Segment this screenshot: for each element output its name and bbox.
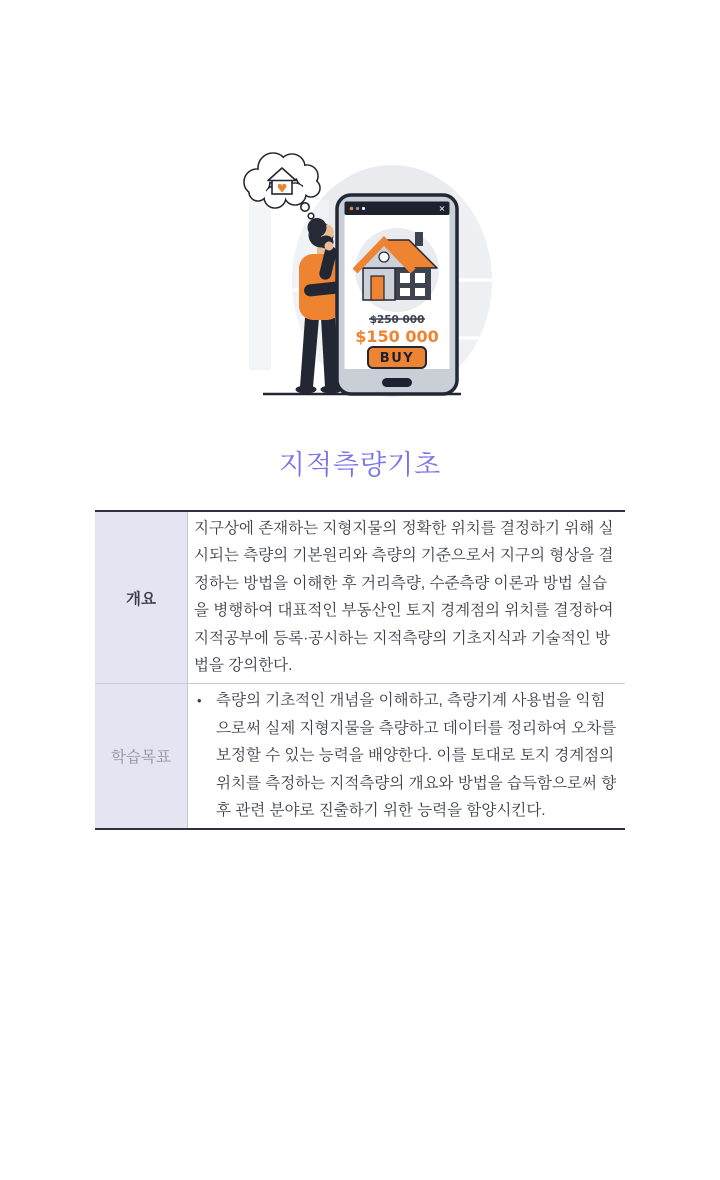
window-dot <box>362 207 365 210</box>
close-icon: ✕ <box>438 204 446 214</box>
background-strip <box>249 200 271 370</box>
chimney <box>415 232 423 246</box>
page-title: 지적측량기초 <box>278 450 442 480</box>
row-label-objectives: 학습목표 <box>95 684 188 828</box>
overview-text: 지구상에 존재하는 지형지물의 정확한 위치를 결정하기 위해 실시되는 측량의 기본원리와 측량의 기준으로서 지구의 형상을 결정하는 방법을 이해한 후 거리측량, 수준측량 이론과 방법 실습을 병행하여 대표적인 부동산인 토지 경계점의 위치를 결정하여 지적공부에 등록·공시하는 지적측량의 기초지식과 기술적인 방법을 강의한다. <box>194 520 614 675</box>
price-new: $150 000 <box>355 327 439 346</box>
phone-illustration <box>337 195 457 394</box>
window-dot <box>356 207 359 210</box>
table-row-objectives <box>95 683 625 828</box>
bullet-marker: • <box>197 693 202 709</box>
window-dot-orange <box>350 207 354 211</box>
round-window <box>379 252 389 262</box>
heart-icon: ♥ <box>276 181 288 196</box>
browser-top-bar <box>345 202 450 216</box>
objectives-cell <box>188 684 625 828</box>
hand-on-chin <box>325 242 334 251</box>
bubble-trail-dot <box>308 213 314 219</box>
table-row-overview <box>95 512 625 683</box>
bubble-trail-dot <box>301 203 309 211</box>
buy-button-label: BUY <box>379 351 415 366</box>
orange-door <box>371 276 384 300</box>
row-label-overview: 개요 <box>95 512 188 683</box>
course-info-table <box>95 510 625 830</box>
home-button <box>382 378 412 387</box>
price-old: $250 000 <box>369 314 425 326</box>
illustration-svg <box>225 140 495 402</box>
hair <box>308 218 327 237</box>
buy-house-illustration <box>225 140 495 407</box>
shoe-left <box>296 386 317 394</box>
objectives-text: 측량의 기초적인 개념을 이해하고, 측량기계 사용법을 익힘으로써 실제 지형지물을 측량하고 데이터를 정리하여 오차를 보정할 수 있는 능력을 배양한다. 이를 토대로 토지 경계점의 위치를 측정하는 지적측량의 개요와 방법을 습득함으로써 향후 관련 분야로 진출하기 위한 능력을 함양시킨다. <box>216 692 617 820</box>
